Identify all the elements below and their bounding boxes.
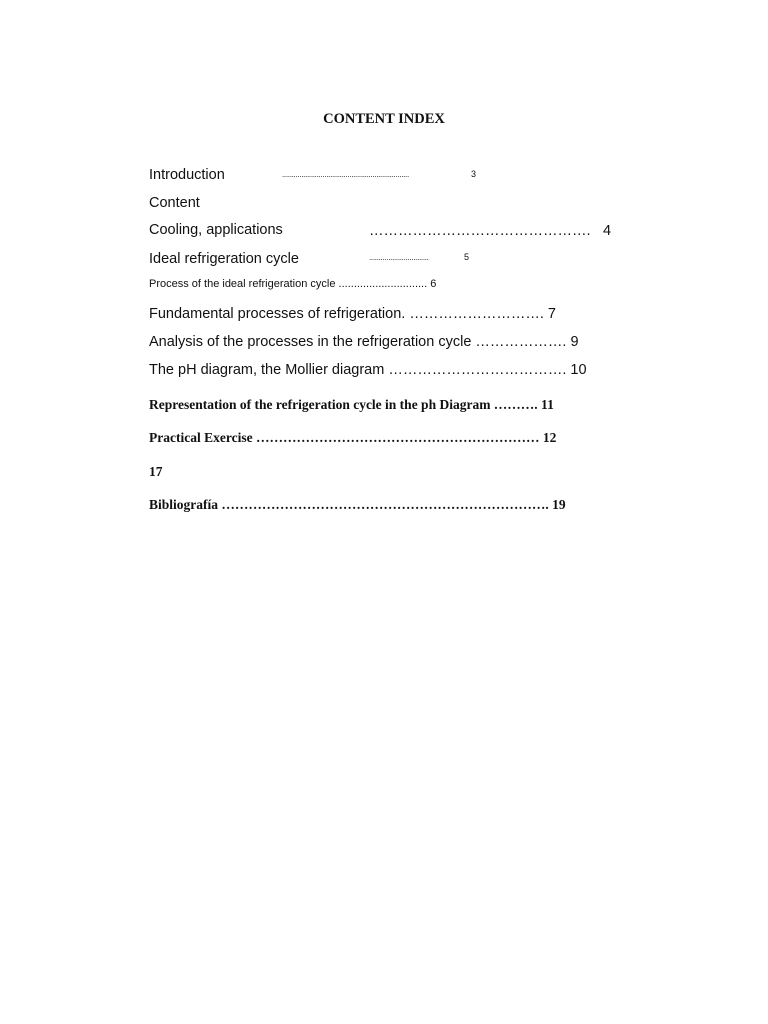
toc-entry-cooling-applications: Cooling, applications	[149, 222, 283, 238]
page-title: CONTENT INDEX	[323, 111, 445, 127]
toc-leader-introduction: ..................................................................	[282, 170, 409, 179]
toc-entry-ph-diagram: The pH diagram, the Mollier diagram ………………………………. 10	[149, 362, 587, 378]
toc-entry-bibliografia: Bibliografía ………………………………………………………………. 19	[149, 497, 566, 512]
toc-leader-ideal-refrigeration-cycle: ...............................	[369, 253, 429, 262]
toc-entry-representation-ph-diagram: Representation of the refrigeration cycle in the ph Diagram ………. 11	[149, 397, 554, 412]
toc-page-cooling-applications: 4	[603, 223, 612, 239]
toc-entry-page-17: 17	[149, 464, 163, 479]
toc-entry-analysis-processes: Analysis of the processes in the refrigeration cycle ………………. 9	[149, 334, 579, 350]
toc-entry-practical-exercise: Practical Exercise ……………………………………………………… 12	[149, 430, 557, 445]
toc-entry-content: Content	[149, 195, 200, 211]
toc-entry-ideal-refrigeration-cycle: Ideal refrigeration cycle	[149, 251, 299, 267]
toc-entry-process-ideal-cycle: Process of the ideal refrigeration cycle ............................. 6	[149, 278, 437, 290]
toc-page-ideal-refrigeration-cycle: 5	[464, 252, 470, 262]
toc-page-introduction: 3	[471, 169, 477, 179]
toc-entry-fundamental-processes: Fundamental processes of refrigeration. ………………………. 7	[149, 306, 556, 322]
toc-leader-cooling-applications: ……………………………………….	[369, 223, 591, 239]
toc-entry-introduction: Introduction	[149, 167, 225, 183]
